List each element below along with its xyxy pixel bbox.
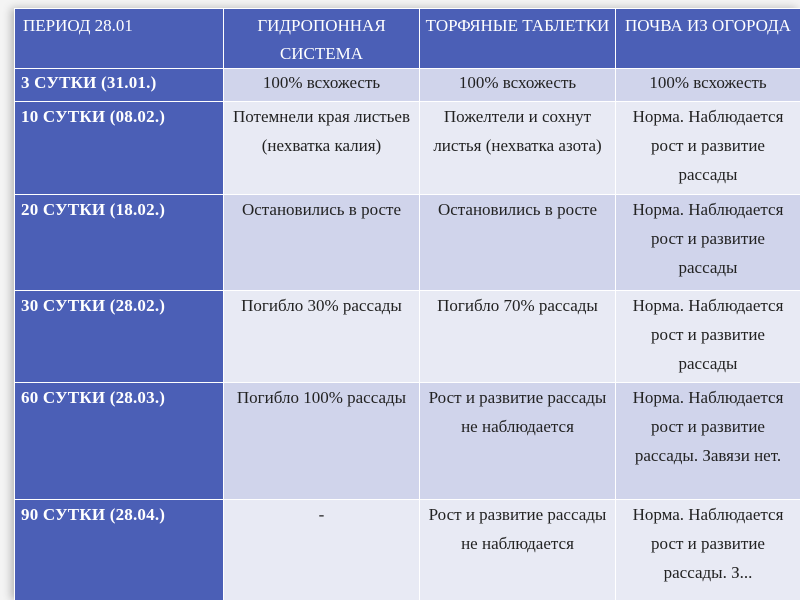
cell-garden-soil: Норма. Наблюдается рост и развитие рассады	[616, 195, 800, 291]
cell-garden-soil: Норма. Наблюдается рост и развитие рассады. З...	[616, 500, 800, 600]
table-row	[15, 69, 800, 102]
cell-peat-tablets: Пожелтели и сохнут листья (нехватка азота)	[420, 102, 616, 195]
results-table-container	[14, 8, 800, 600]
row-period: 60 СУТКИ (28.03.)	[15, 383, 224, 500]
cell-peat-tablets: Рост и развитие рассады не наблюдается	[420, 383, 616, 500]
cell-hydroponic: Погибло 30% рассады	[224, 291, 420, 383]
header-peat-tablets: ТОРФЯНЫЕ ТАБЛЕТКИ	[420, 9, 616, 69]
header-period: ПЕРИОД 28.01	[15, 9, 224, 69]
results-table	[14, 8, 800, 600]
row-period: 90 СУТКИ (28.04.)	[15, 500, 224, 600]
cell-hydroponic: Остановились в росте	[224, 195, 420, 291]
table-row	[15, 383, 800, 500]
table-row	[15, 102, 800, 195]
row-period: 20 СУТКИ (18.02.)	[15, 195, 224, 291]
cell-hydroponic: 100% всхожесть	[224, 69, 420, 102]
cell-hydroponic: Погибло 100% рассады	[224, 383, 420, 500]
cell-garden-soil: Норма. Наблюдается рост и развитие рассады	[616, 102, 800, 195]
cell-peat-tablets: Рост и развитие рассады не наблюдается	[420, 500, 616, 600]
cell-garden-soil: Норма. Наблюдается рост и развитие рассады	[616, 291, 800, 383]
cell-hydroponic: Потемнели края листьев (нехватка калия)	[224, 102, 420, 195]
header-garden-soil: ПОЧВА ИЗ ОГОРОДА	[616, 9, 800, 69]
row-period: 3 СУТКИ (31.01.)	[15, 69, 224, 102]
table-row	[15, 500, 800, 600]
cell-peat-tablets: Остановились в росте	[420, 195, 616, 291]
cell-garden-soil: 100% всхожесть	[616, 69, 800, 102]
cell-garden-soil: Норма. Наблюдается рост и развитие рассады. Завязи нет.	[616, 383, 800, 500]
table-row	[15, 291, 800, 383]
table-header-row	[15, 9, 800, 69]
header-hydroponic: ГИДРОПОННАЯ СИСТЕМА	[224, 9, 420, 69]
row-period: 10 СУТКИ (08.02.)	[15, 102, 224, 195]
cell-hydroponic: -	[224, 500, 420, 600]
cell-peat-tablets: 100% всхожесть	[420, 69, 616, 102]
cell-peat-tablets: Погибло 70% рассады	[420, 291, 616, 383]
table-row	[15, 195, 800, 291]
row-period: 30 СУТКИ (28.02.)	[15, 291, 224, 383]
